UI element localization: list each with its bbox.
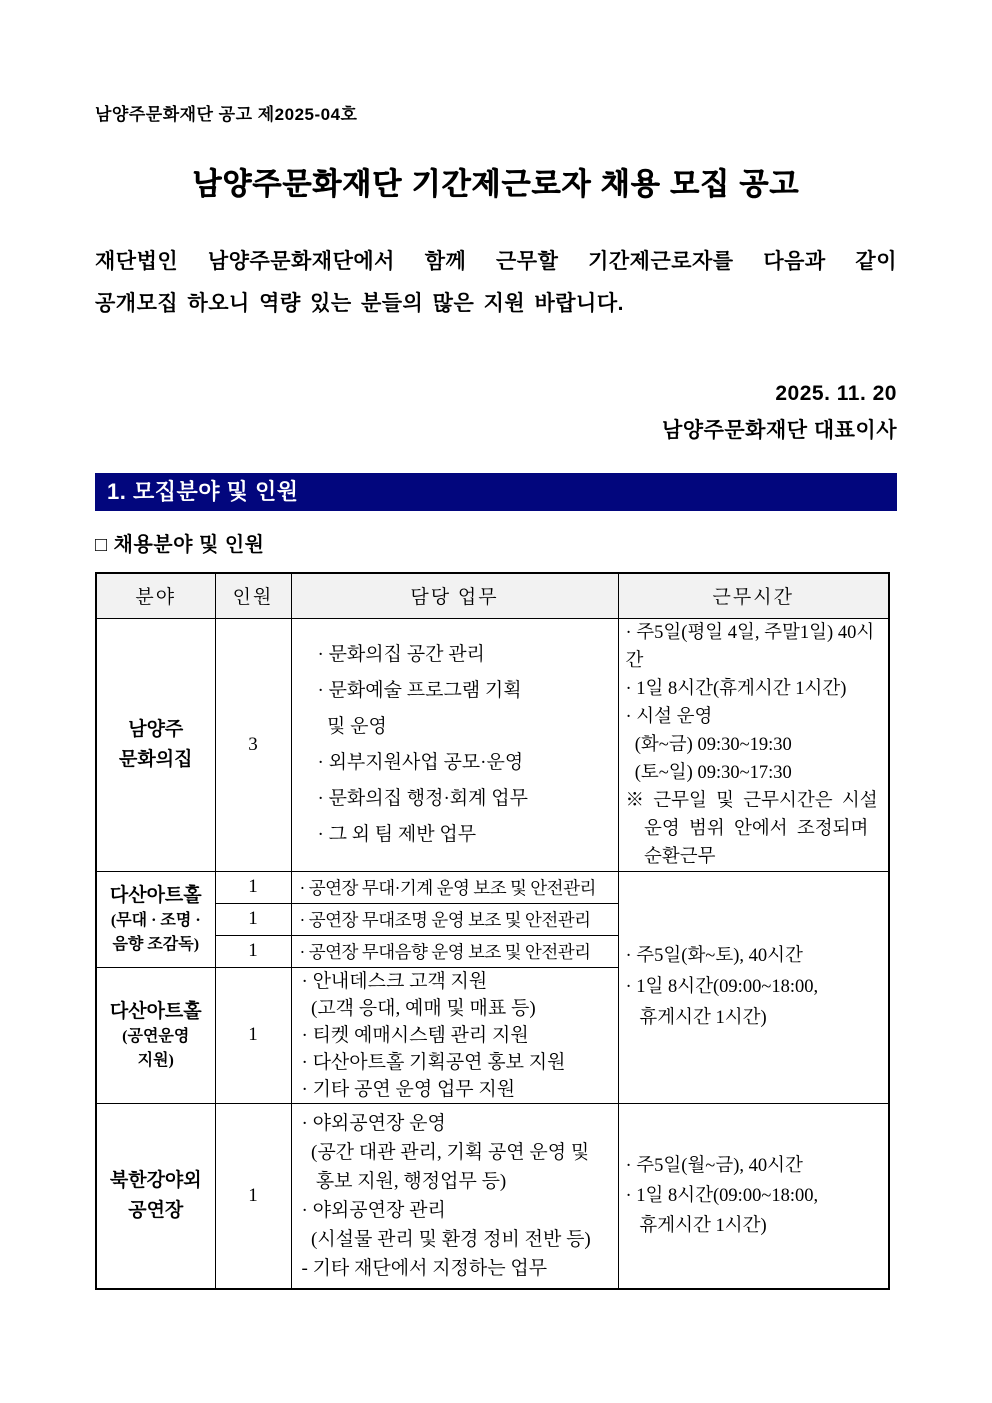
- duty-line: · 야외공연장 관리: [301, 1199, 446, 1221]
- field-line: 음향 조감독): [112, 935, 200, 953]
- notice-date: 2025. 11. 20: [775, 382, 897, 405]
- duty-line: · 문화의집 공간 관리: [317, 643, 485, 665]
- field-line: 다산아트홀: [109, 1000, 202, 1022]
- time-line: · 주5일(화~토), 40시간: [625, 945, 803, 966]
- column-header-field: 분야: [96, 573, 215, 618]
- time-line: (토~일) 09:30~17:30: [625, 762, 792, 783]
- time-line: 순환근무: [625, 846, 716, 867]
- duty-line: · 그 외 팀 제반 업무: [317, 823, 477, 845]
- time-line: 휴게시간 1시간): [625, 1007, 767, 1028]
- count-munhwa: 3: [215, 618, 291, 871]
- duty-dasan-stage: · 공연장 무대·기계 운영 보조 및 안전관리: [291, 871, 618, 903]
- time-line: · 1일 8시간(휴게시간 1시간): [625, 678, 847, 699]
- worktime-munhwa: [618, 618, 889, 871]
- duties-dasan-ops: [291, 967, 618, 1103]
- field-line: 지원): [137, 1051, 174, 1069]
- recruitment-table: [95, 572, 890, 1290]
- duty-line: · 안내데스크 고객 지원: [301, 970, 488, 992]
- duty-dasan-sound: · 공연장 무대음향 운영 보조 및 안전관리: [291, 935, 618, 967]
- duties-munhwa: [291, 618, 618, 871]
- count-bukhan: 1: [215, 1103, 291, 1289]
- time-line: 휴게시간 1시간): [625, 1215, 767, 1236]
- page-title: 남양주문화재단 기간제근로자 채용 모집 공고: [192, 168, 800, 201]
- count-dasan-light: 1: [215, 903, 291, 935]
- duty-line: · 다산아트홀 기획공연 홍보 지원: [301, 1051, 566, 1073]
- notice-number: 남양주문화재단 공고 제2025-04호: [95, 105, 358, 124]
- time-line: · 시설 운영: [625, 706, 713, 727]
- time-line: ※ 근무일 및 근무시간은 시설: [625, 790, 878, 811]
- time-line: 운영 범위 안에서 조정되며: [625, 818, 869, 839]
- time-line: · 주5일(평일 4일, 주말1일) 40시간: [625, 622, 875, 671]
- field-line: 남양주: [128, 718, 184, 740]
- worktime-bukhan: [618, 1103, 889, 1289]
- field-dasan-tech: [96, 871, 215, 967]
- table-header-row: [96, 573, 889, 618]
- duty-line: (공간 대관 관리, 기획 공연 운영 및: [301, 1141, 590, 1163]
- field-line: 북한강야외: [109, 1169, 202, 1191]
- count-dasan-sound: 1: [215, 935, 291, 967]
- count-dasan-ops: 1: [215, 967, 291, 1103]
- worktime-dasan: [618, 871, 889, 1103]
- field-line: 문화의집: [119, 748, 193, 770]
- time-line: (화~금) 09:30~19:30: [625, 734, 792, 755]
- intro-paragraph: [95, 241, 897, 325]
- time-line: · 주5일(월~금), 40시간: [625, 1155, 803, 1176]
- duties-bukhan: [291, 1103, 618, 1289]
- field-line: 다산아트홀: [109, 884, 202, 906]
- duty-line: · 문화의집 행정·회계 업무: [317, 787, 528, 809]
- field-dasan-ops: [96, 967, 215, 1103]
- duty-line: 및 운영: [317, 715, 387, 737]
- duty-line: · 티켓 예매시스템 관리 지원: [301, 1024, 529, 1046]
- duty-line: · 기타 공연 운영 업무 지원: [301, 1078, 516, 1100]
- duty-line: (고객 응대, 예매 및 매표 등): [301, 997, 536, 1019]
- field-line: (무대 · 조명 ·: [110, 911, 201, 929]
- intro-line: 재단법인 남양주문화재단에서 함께 근무할 기간제근로자를 다음과 같이: [95, 250, 897, 273]
- duty-dasan-light: · 공연장 무대조명 운영 보조 및 안전관리: [291, 903, 618, 935]
- duty-line: 홍보 지원, 행정업무 등): [301, 1170, 507, 1192]
- duty-line: · 문화예술 프로그램 기획: [317, 679, 522, 701]
- document-content: [95, 0, 897, 1290]
- signature-block: [95, 375, 897, 449]
- column-header-count: 인원: [215, 573, 291, 618]
- count-dasan-stage: 1: [215, 871, 291, 903]
- table-row: [96, 1103, 889, 1289]
- subsection-heading: □ 채용분야 및 인원: [95, 534, 265, 556]
- field-line: 공연장: [128, 1199, 184, 1221]
- intro-line: 공개모집 하오니 역량 있는 분들의 많은 지원 바랍니다.: [95, 292, 624, 315]
- time-line: · 1일 8시간(09:00~18:00,: [625, 976, 819, 997]
- field-munhwa: [96, 618, 215, 871]
- duty-line: (시설물 관리 및 환경 정비 전반 등): [301, 1228, 591, 1250]
- time-line: · 1일 8시간(09:00~18:00,: [625, 1185, 819, 1206]
- column-header-duty: 담당 업무: [291, 573, 618, 618]
- table-row: [96, 618, 889, 871]
- field-line: (공연운영: [122, 1027, 190, 1045]
- table-row: [96, 871, 889, 903]
- signer-title: 남양주문화재단 대표이사: [662, 419, 897, 442]
- section-1-header: 1. 모집분야 및 인원: [95, 473, 897, 511]
- column-header-time: 근무시간: [618, 573, 889, 618]
- field-bukhan: [96, 1103, 215, 1289]
- duty-line: - 기타 재단에서 지정하는 업무: [301, 1257, 548, 1279]
- duty-line: · 야외공연장 운영: [301, 1112, 446, 1134]
- duty-line: · 외부지원사업 공모·운영: [317, 751, 524, 773]
